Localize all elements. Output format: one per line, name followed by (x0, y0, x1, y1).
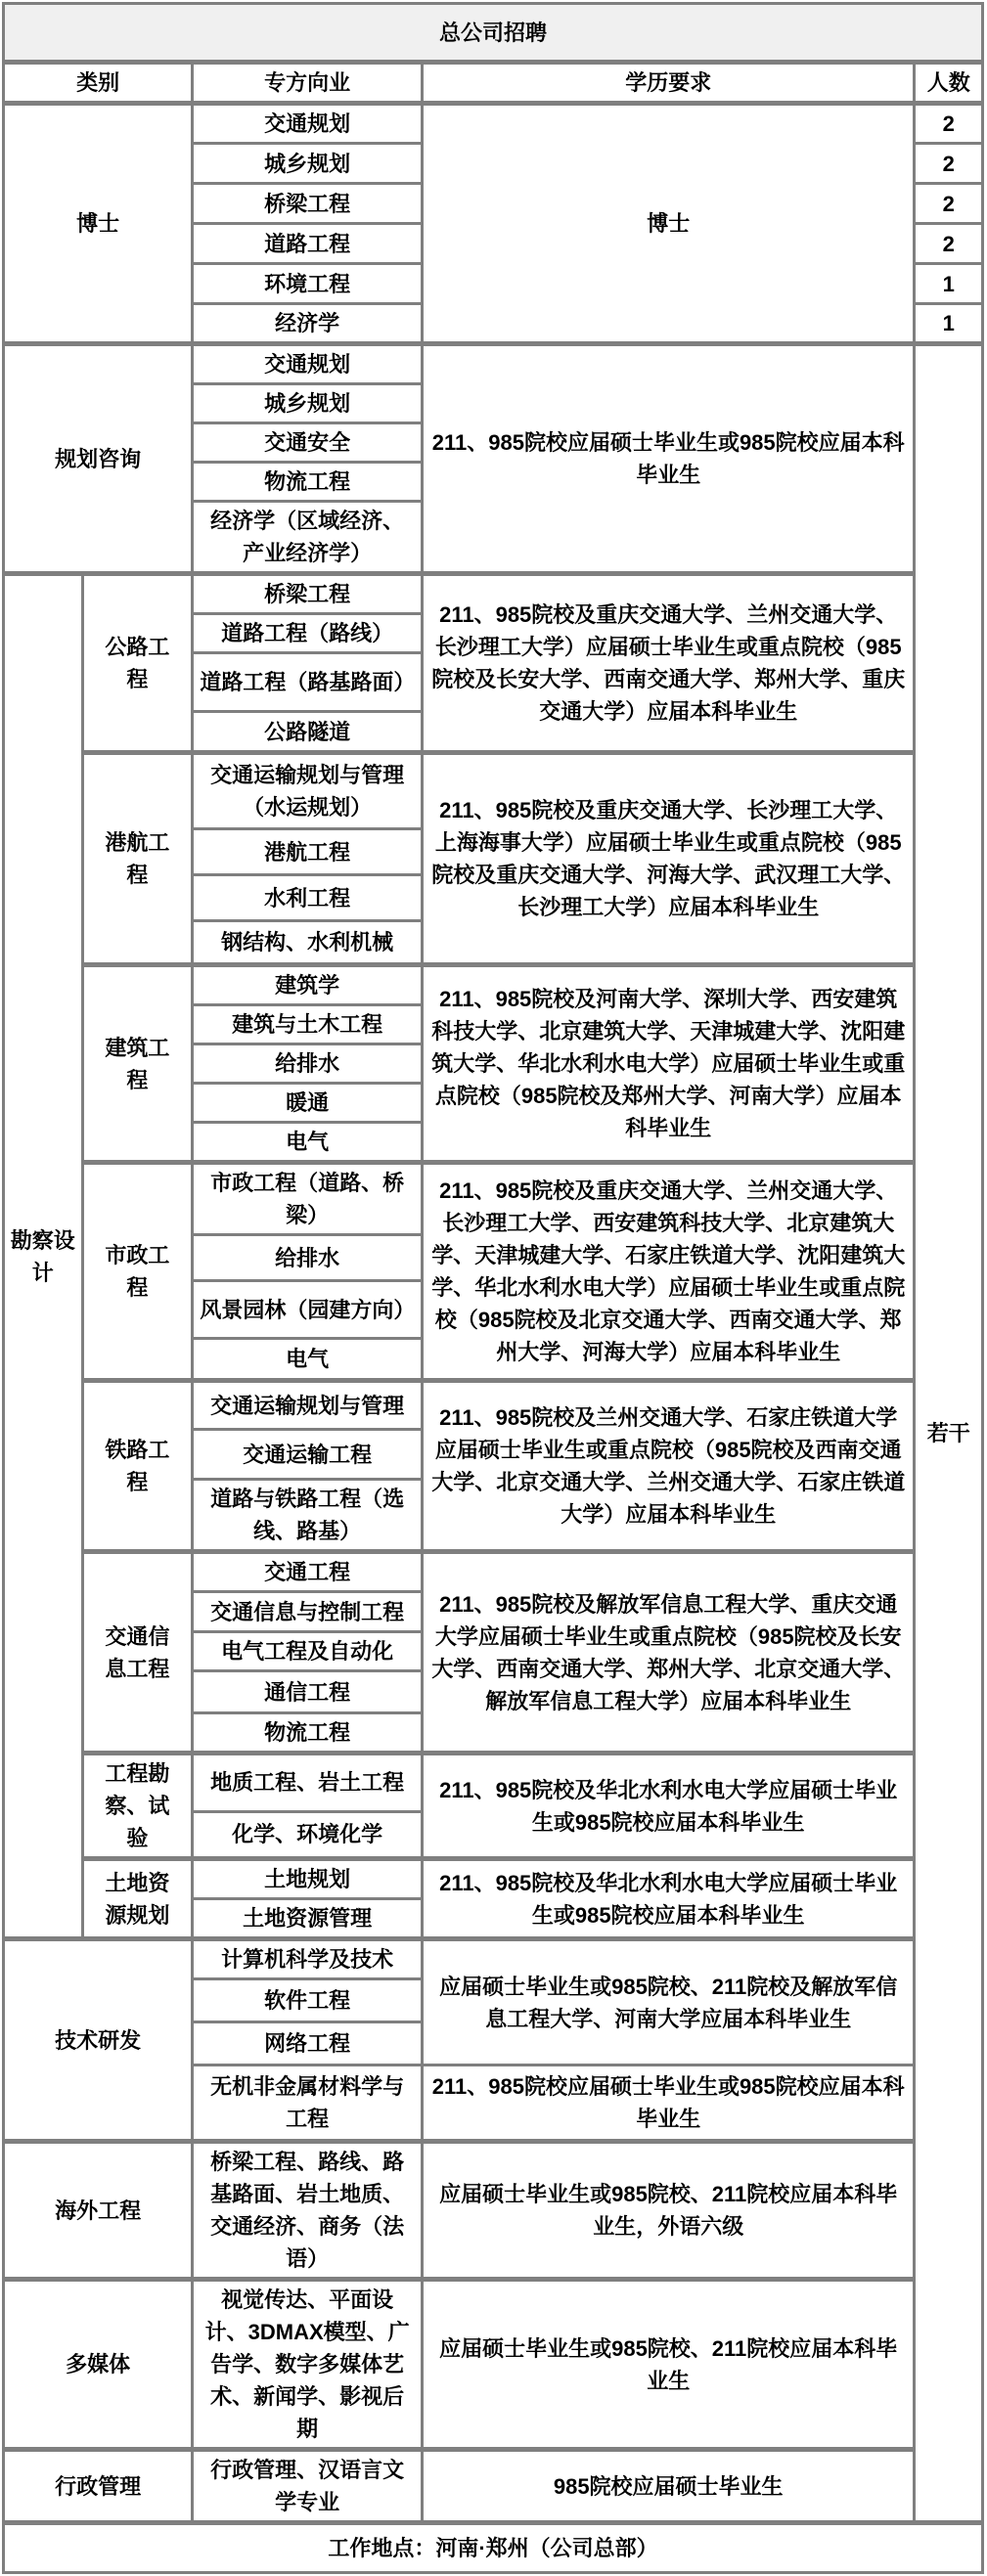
major-cell: 桥梁工程 (193, 184, 423, 224)
major-cell: 暖通 (193, 1084, 423, 1123)
major-cell: 交通工程 (193, 1552, 423, 1592)
tech-row (4, 1939, 983, 1979)
major-cell: 计算机科学及技术 (193, 1939, 423, 1979)
major-cell: 无机非金属材料学与工程 (193, 2065, 423, 2142)
major-cell: 交通运输规划与管理（水运规划） (193, 753, 423, 829)
major-cell: 交通运输工程 (193, 1430, 423, 1480)
table-title: 总公司招聘 (4, 4, 983, 63)
education-overseas: 应届硕士毕业生或985院校、211院校应届本科毕业生，外语六级 (422, 2142, 915, 2280)
major-cell: 建筑学 (193, 965, 423, 1005)
col-header-education: 学历要求 (422, 63, 915, 104)
subcategory-municipal: 市政工程 (82, 1163, 193, 1381)
education-planning: 211、985院校应届硕士毕业生或985院校应届本科毕业生 (422, 344, 915, 574)
subcategory-survey-test: 工程勘察、试验 (82, 1754, 193, 1859)
education-survey-test: 211、985院校及华北水利水电大学应届硕士毕业生或985院校应届本科毕业生 (422, 1754, 915, 1859)
category-tech-rd: 技术研发 (4, 1939, 193, 2142)
education-admin: 985院校应届硕士毕业生 (422, 2450, 915, 2523)
col-header-major: 专方向业 (193, 63, 423, 104)
category-doctor: 博士 (4, 104, 193, 344)
major-cell: 行政管理、汉语言文学专业 (193, 2450, 423, 2523)
major-cell: 交通安全 (193, 423, 423, 463)
subcategory-highway: 公路工程 (82, 574, 193, 753)
education-traffic-info: 211、985院校及解放军信息工程大学、重庆交通大学应届硕士毕业生或重点院校（985院校及长安大学、西南交通大学、郑州大学、北京交通大学、解放军信息工程大学）应届本科毕业生 (422, 1552, 915, 1754)
education-port: 211、985院校及重庆交通大学、长沙理工大学、上海海事大学）应届硕士毕业生或重点院校（985院校及重庆交通大学、河海大学、武汉理工大学、长沙理工大学）应届本科毕业生 (422, 753, 915, 965)
count-cell: 2 (915, 224, 983, 264)
category-overseas: 海外工程 (4, 2142, 193, 2280)
major-cell: 电气工程及自动化 (193, 1632, 423, 1671)
survey-row (4, 574, 983, 614)
admin-row (4, 2450, 983, 2523)
major-cell: 土地资源管理 (193, 1899, 423, 1939)
column-header-row (4, 63, 983, 104)
major-cell: 钢结构、水利机械 (193, 921, 423, 965)
education-multimedia: 应届硕士毕业生或985院校、211院校应届本科毕业生 (422, 2280, 915, 2450)
education-tech-2: 211、985院校应届硕士毕业生或985院校应届本科毕业生 (422, 2065, 915, 2142)
footer-row (4, 2523, 983, 2573)
subcategory-traffic-info: 交通信息工程 (82, 1552, 193, 1754)
major-cell: 电气 (193, 1123, 423, 1163)
major-cell: 网络工程 (193, 2022, 423, 2065)
education-land: 211、985院校及华北水利水电大学应届硕士毕业生或985院校应届本科毕业生 (422, 1859, 915, 1939)
major-cell: 物流工程 (193, 1713, 423, 1754)
category-planning: 规划咨询 (4, 344, 193, 574)
survey-row (4, 1859, 983, 1899)
major-cell: 交通规划 (193, 344, 423, 384)
major-cell: 道路工程 (193, 224, 423, 264)
major-cell: 城乡规划 (193, 384, 423, 423)
survey-row (4, 1163, 983, 1235)
major-cell: 港航工程 (193, 829, 423, 875)
major-cell: 交通运输规划与管理 (193, 1381, 423, 1430)
subcategory-building: 建筑工程 (82, 965, 193, 1163)
count-merged: 若干 (915, 344, 983, 2523)
overseas-row (4, 2142, 983, 2280)
subcategory-port: 港航工程 (82, 753, 193, 965)
work-location: 工作地点：河南·郑州（公司总部） (4, 2523, 983, 2573)
education-highway: 211、985院校及重庆交通大学、兰州交通大学、长沙理工大学）应届硕士毕业生或重点院校（985院校及长安大学、西南交通大学、郑州大学、重庆交通大学）应届本科毕业生 (422, 574, 915, 753)
multimedia-row (4, 2280, 983, 2450)
count-cell: 2 (915, 104, 983, 144)
education-railway: 211、985院校及兰州交通大学、石家庄铁道大学应届硕士毕业生或重点院校（985院校及西南交通大学、北京交通大学、兰州交通大学、石家庄铁道大学）应届本科毕业生 (422, 1381, 915, 1552)
count-cell: 2 (915, 184, 983, 224)
major-cell: 地质工程、岩土工程 (193, 1754, 423, 1812)
category-multimedia: 多媒体 (4, 2280, 193, 2450)
major-cell: 经济学 (193, 304, 423, 344)
major-cell: 物流工程 (193, 463, 423, 502)
survey-row (4, 753, 983, 829)
planning-row (4, 344, 983, 384)
education-tech-1: 应届硕士毕业生或985院校、211院校及解放军信息工程大学、河南大学应届本科毕业生 (422, 1939, 915, 2065)
table-title-row (4, 4, 983, 63)
major-cell: 城乡规划 (193, 144, 423, 184)
survey-row (4, 1381, 983, 1430)
major-cell: 桥梁工程 (193, 574, 423, 614)
col-header-category: 类别 (4, 63, 193, 104)
major-cell: 经济学（区域经济、产业经济学） (193, 502, 423, 574)
major-cell: 电气 (193, 1339, 423, 1381)
recruitment-table (2, 2, 984, 2574)
major-cell: 视觉传达、平面设计、3DMAX模型、广告学、数字多媒体艺术、新闻学、影视后期 (193, 2280, 423, 2450)
major-cell: 交通规划 (193, 104, 423, 144)
survey-row (4, 1552, 983, 1592)
survey-row (4, 1754, 983, 1812)
major-cell: 道路与铁路工程（选线、路基） (193, 1480, 423, 1552)
education-municipal: 211、985院校及重庆交通大学、兰州交通大学、长沙理工大学、西安建筑科技大学、北京建筑大学、天津城建大学、石家庄铁道大学、沈阳建筑大学、华北水利水电大学）应届硕士毕业生或重点院校（985院校及北京交通大学、西南交通大学、郑州大学、河海大学）应届本科毕业生 (422, 1163, 915, 1381)
subcategory-railway: 铁路工程 (82, 1381, 193, 1552)
major-cell: 风景园林（园建方向） (193, 1281, 423, 1339)
doctor-row (4, 104, 983, 144)
col-header-count: 人数 (915, 63, 983, 104)
survey-row (4, 965, 983, 1005)
count-cell: 1 (915, 264, 983, 304)
education-building: 211、985院校及河南大学、深圳大学、西安建筑科技大学、北京建筑大学、天津城建大学、沈阳建筑大学、华北水利水电大学）应届硕士毕业生或重点院校（985院校及郑州大学、河南大学）应届本科毕业生 (422, 965, 915, 1163)
major-cell: 市政工程（道路、桥梁） (193, 1163, 423, 1235)
category-survey-design: 勘察设计 (4, 574, 83, 1939)
major-cell: 交通信息与控制工程 (193, 1592, 423, 1632)
count-cell: 2 (915, 144, 983, 184)
major-cell: 道路工程（路线） (193, 614, 423, 653)
major-cell: 公路隧道 (193, 712, 423, 753)
major-cell: 道路工程（路基路面） (193, 653, 423, 712)
major-cell: 建筑与土木工程 (193, 1005, 423, 1044)
count-cell: 1 (915, 304, 983, 344)
major-cell: 环境工程 (193, 264, 423, 304)
major-cell: 化学、环境化学 (193, 1811, 423, 1858)
education-doctor: 博士 (422, 104, 915, 344)
category-admin: 行政管理 (4, 2450, 193, 2523)
major-cell: 通信工程 (193, 1671, 423, 1713)
major-cell: 水利工程 (193, 875, 423, 921)
major-cell: 给排水 (193, 1044, 423, 1084)
major-cell: 土地规划 (193, 1859, 423, 1899)
major-cell: 软件工程 (193, 1979, 423, 2022)
major-cell: 给排水 (193, 1235, 423, 1281)
major-cell: 桥梁工程、路线、路基路面、岩土地质、交通经济、商务（法语） (193, 2142, 423, 2280)
subcategory-land: 土地资源规划 (82, 1859, 193, 1939)
